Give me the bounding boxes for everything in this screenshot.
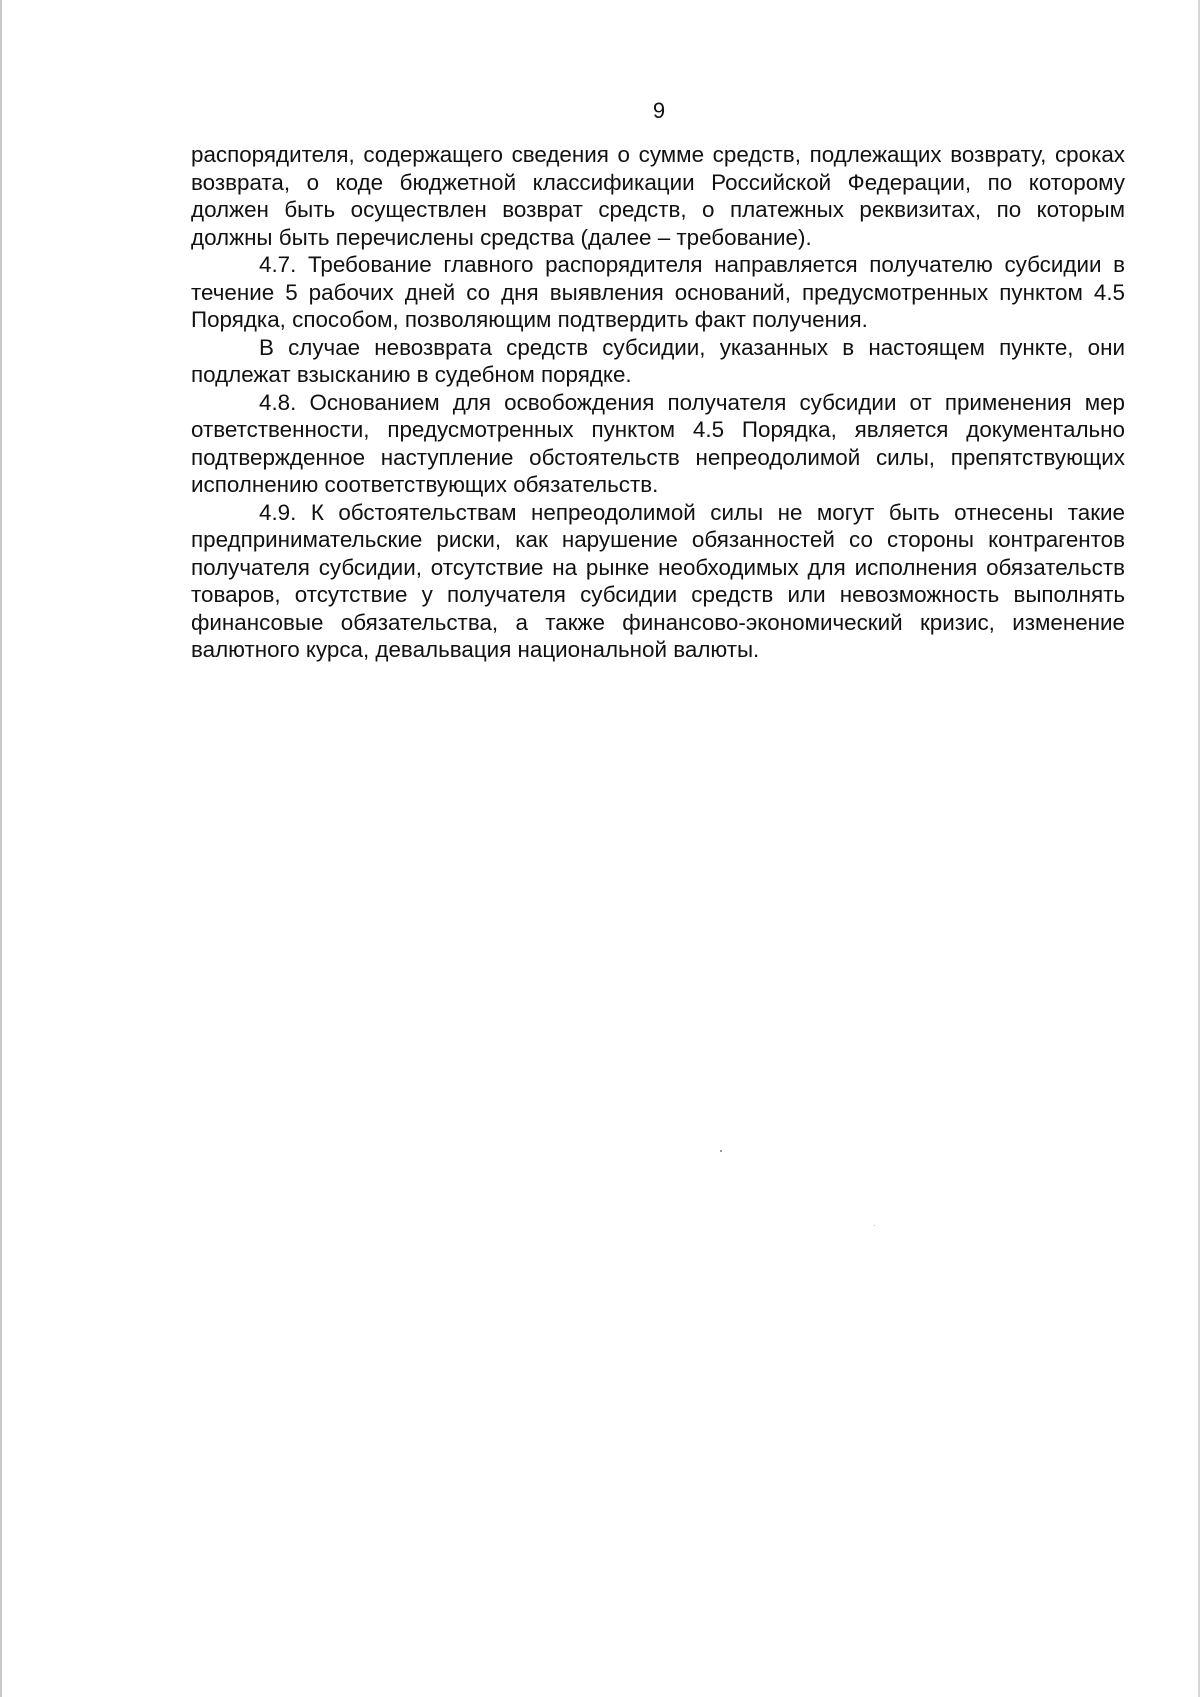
scan-speck <box>874 1225 875 1226</box>
scan-speck <box>720 1150 722 1152</box>
paragraph-4-8: 4.8. Основанием для освобождения получателя субсидии от применения мер ответственности, предусмотренных пунктом 4.5 Порядка, является документально подтвержденное наступление обстоятельств непреодолимой силы, препятствующих исполнению соответствующих обязательств. <box>191 389 1125 497</box>
document-body <box>191 141 1125 664</box>
paragraph-continuation: распорядителя, содержащего сведения о сумме средств, подлежащих возврату, сроках возврата, о коде бюджетной классификации Российской Федерации, по которому должен быть осуществлен возврат средств, о платежных реквизитах, по которым должны быть перечислены средства (далее – требование). <box>191 142 1125 250</box>
paragraph-non-return: В случае невозврата средств субсидии, указанных в настоящем пункте, они подлежат взысканию в судебном порядке. <box>191 334 1125 387</box>
paragraph-4-7: 4.7. Требование главного распорядителя направляется получателю субсидии в течение 5 рабочих дней со дня выявления оснований, предусмотренных пунктом 4.5 Порядка, способом, позволяющим подтвердить факт получения. <box>191 252 1125 332</box>
paragraph-4-9: 4.9. К обстоятельствам непреодолимой силы не могут быть отнесены такие предпринимательские риски, как нарушение обязанностей со стороны контрагентов получателя субсидии, отсутствие на рынке необходимых для исполнения обязательств товаров, отсутствие у получателя субсидии средств или невозможность выполнять финансовые обязательства, а также финансово-экономический кризис, изменение валютного курса, девальвация национальной валюты. <box>191 499 1125 662</box>
page-number: 9 <box>652 98 666 123</box>
scan-left-edge <box>0 0 2 1697</box>
